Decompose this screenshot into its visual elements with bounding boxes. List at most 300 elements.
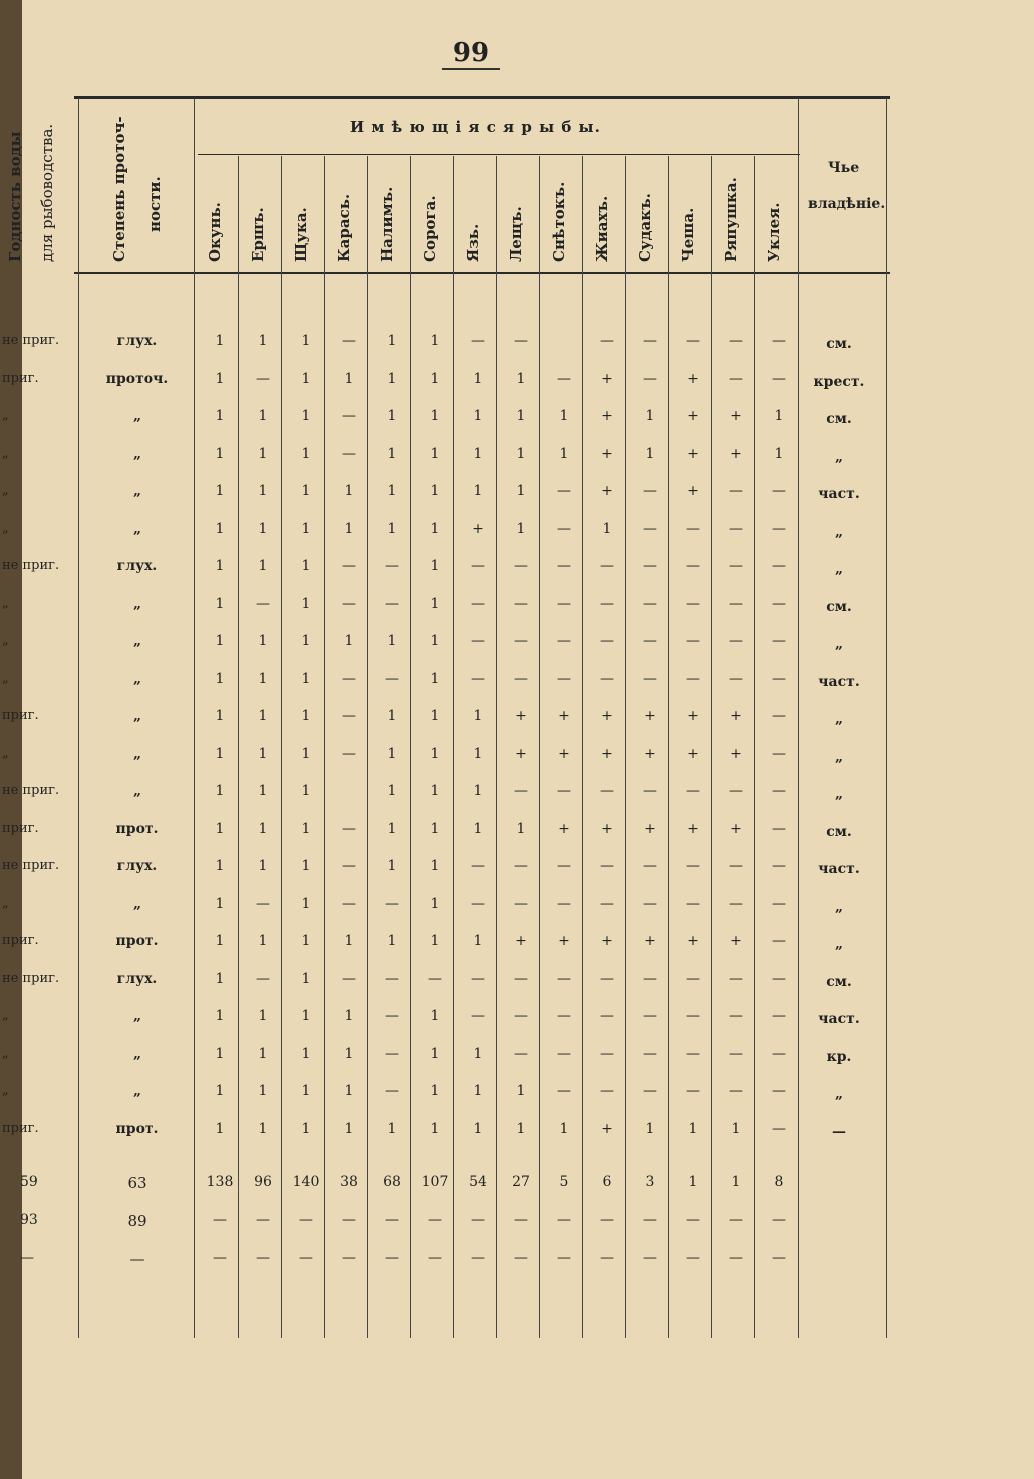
fish-cell: 1: [430, 1008, 440, 1024]
fish-cell: 1: [387, 520, 397, 537]
fish-cell: —: [256, 595, 270, 612]
total-fish-cell: 38: [340, 1174, 358, 1190]
fish-cell: 1: [301, 520, 311, 537]
fish-cell: —: [772, 595, 786, 612]
total-fish-cell: —: [729, 1212, 743, 1228]
fish-cell: +: [601, 445, 613, 462]
fish-cell: 1: [258, 745, 268, 762]
total-fish-cell: —: [256, 1212, 270, 1228]
fish-cell: —: [729, 1083, 743, 1099]
flow-cell: прот.: [115, 820, 159, 837]
fish-cell: —: [342, 445, 356, 462]
fish-cell: 1: [645, 445, 655, 462]
fish-cell: —: [514, 783, 528, 799]
total-fish-cell: —: [299, 1212, 313, 1228]
fish-cell: —: [557, 670, 571, 687]
total-fish-cell: 27: [512, 1174, 530, 1190]
total-fish-cell: —: [299, 1250, 313, 1266]
col-header-fish: Ершъ.: [249, 207, 267, 262]
fish-cell: —: [471, 670, 485, 687]
fish-cell: 1: [559, 408, 569, 424]
fish-cell: —: [686, 858, 700, 874]
fish-cell: —: [643, 858, 657, 874]
group-header-rule: [198, 154, 800, 155]
total-suitability-cell: —: [20, 1250, 34, 1266]
col-header-fish: Язь.: [464, 223, 482, 262]
fish-cell: 1: [301, 408, 311, 424]
suitability-cell: „: [2, 483, 9, 498]
fish-cell: —: [686, 970, 700, 987]
fish-cell: —: [342, 820, 356, 837]
fish-cell: —: [557, 783, 571, 799]
fish-cell: 1: [430, 670, 440, 687]
total-fish-cell: 107: [421, 1174, 449, 1190]
flow-cell: „: [132, 520, 142, 537]
fish-cell: 1: [258, 933, 268, 949]
fish-cell: 1: [215, 595, 225, 612]
fish-cell: 1: [430, 783, 440, 799]
fish-cell: —: [772, 333, 786, 349]
fish-cell: +: [687, 820, 699, 837]
fish-cell: 1: [473, 1045, 483, 1062]
fish-cell: —: [643, 1008, 657, 1024]
fish-cell: —: [729, 670, 743, 687]
group-header-fish: И м ѣ ю щ і я с я р ы б ы.: [350, 118, 601, 136]
total-fish-cell: —: [471, 1250, 485, 1266]
fish-cell: +: [730, 408, 742, 424]
fish-cell: +: [687, 933, 699, 949]
fish-cell: 1: [215, 520, 225, 537]
fish-cell: 1: [430, 820, 440, 837]
fish-cell: 1: [344, 1120, 354, 1137]
fish-cell: 1: [215, 783, 225, 799]
fish-cell: —: [600, 558, 614, 574]
page-number: 99: [452, 38, 490, 68]
fish-cell: —: [342, 708, 356, 724]
fish-cell: 1: [301, 858, 311, 874]
owner-cell: „: [834, 748, 844, 765]
fish-cell: 1: [258, 1045, 268, 1062]
owner-cell: —: [832, 1123, 846, 1140]
fish-cell: —: [600, 595, 614, 612]
fish-cell: 1: [301, 370, 311, 387]
col-header-fish: Снѣтокъ.: [550, 181, 568, 262]
col-header-fish: Окунь.: [206, 202, 224, 262]
column-rule: [194, 98, 195, 1338]
fish-cell: 1: [344, 1083, 354, 1099]
owner-cell: см.: [826, 598, 852, 615]
owner-cell: см.: [826, 823, 852, 840]
fish-cell: —: [643, 370, 657, 387]
total-flow-cell: 63: [127, 1174, 147, 1192]
fish-cell: —: [385, 1008, 399, 1024]
fish-cell: —: [686, 670, 700, 687]
flow-cell: проточ.: [105, 370, 169, 387]
owner-header-line2: владѣніе.: [808, 196, 886, 212]
fish-cell: —: [772, 670, 786, 687]
total-fish-cell: —: [514, 1212, 528, 1228]
fish-cell: 1: [430, 633, 440, 649]
suitability-cell: не приг.: [2, 333, 60, 348]
fish-cell: —: [772, 820, 786, 837]
fish-cell: 1: [387, 858, 397, 874]
total-fish-cell: 3: [645, 1174, 655, 1190]
total-fish-cell: —: [342, 1212, 356, 1228]
fish-cell: 1: [387, 370, 397, 387]
suitability-cell: не приг.: [2, 783, 60, 798]
owner-cell: см.: [826, 973, 852, 990]
fish-cell: +: [687, 708, 699, 724]
fish-cell: 1: [516, 820, 526, 837]
fish-cell: —: [643, 333, 657, 349]
fish-cell: 1: [387, 708, 397, 724]
fish-cell: —: [471, 558, 485, 574]
fish-cell: 1: [215, 633, 225, 649]
fish-cell: 1: [430, 933, 440, 949]
fish-cell: —: [729, 333, 743, 349]
fish-cell: —: [514, 595, 528, 612]
fish-cell: 1: [387, 820, 397, 837]
fish-cell: +: [730, 445, 742, 462]
fish-cell: —: [772, 1008, 786, 1024]
fish-cell: +: [730, 933, 742, 949]
fish-cell: 1: [473, 1120, 483, 1137]
col-header-suitability: Годность воды: [6, 131, 24, 262]
fish-cell: —: [772, 970, 786, 987]
total-fish-cell: —: [643, 1212, 657, 1228]
fish-cell: 1: [258, 520, 268, 537]
fish-cell: 1: [301, 1120, 311, 1137]
fish-cell: —: [557, 633, 571, 649]
fish-cell: 1: [258, 858, 268, 874]
fish-cell: —: [686, 333, 700, 349]
fish-cell: —: [643, 633, 657, 649]
suitability-cell: „: [2, 595, 9, 611]
flow-cell: глух.: [116, 858, 158, 874]
fish-cell: —: [342, 745, 356, 762]
total-fish-cell: 1: [688, 1174, 698, 1190]
column-rule: [886, 98, 887, 1338]
fish-cell: —: [772, 483, 786, 499]
col-header-flow-line2: ности.: [146, 176, 164, 232]
total-fish-cell: —: [686, 1250, 700, 1266]
fish-cell: —: [772, 558, 786, 574]
fish-cell: —: [385, 970, 399, 987]
fish-cell: 1: [473, 783, 483, 799]
fish-cell: —: [342, 558, 356, 574]
suitability-cell: „: [2, 895, 9, 911]
fish-cell: 1: [430, 708, 440, 724]
suitability-cell: не приг.: [2, 858, 60, 873]
fish-cell: —: [342, 408, 356, 424]
fish-cell: —: [557, 1008, 571, 1024]
fish-cell: +: [644, 745, 656, 762]
fish-cell: —: [514, 970, 528, 987]
total-fish-cell: —: [428, 1250, 442, 1266]
fish-cell: —: [557, 370, 571, 387]
fish-cell: —: [514, 333, 528, 349]
fish-cell: —: [643, 783, 657, 799]
fish-cell: 1: [387, 445, 397, 462]
fish-cell: 1: [387, 783, 397, 799]
flow-cell: глух.: [116, 333, 158, 349]
fish-cell: +: [558, 933, 570, 949]
fish-cell: —: [600, 670, 614, 687]
fish-cell: —: [643, 520, 657, 537]
fish-cell: —: [686, 1045, 700, 1062]
fish-cell: 1: [473, 745, 483, 762]
fish-cell: +: [472, 520, 484, 537]
owner-cell: „: [834, 898, 844, 915]
total-fish-cell: —: [557, 1212, 571, 1228]
fish-cell: +: [601, 933, 613, 949]
fish-cell: 1: [215, 708, 225, 724]
fish-cell: —: [729, 858, 743, 874]
fish-cell: 1: [430, 333, 440, 349]
col-header-fish: Уклея.: [765, 202, 783, 262]
owner-cell: „: [834, 448, 844, 465]
owner-cell: крест.: [813, 373, 865, 390]
fish-cell: 1: [215, 1008, 225, 1024]
fish-cell: 1: [473, 370, 483, 387]
total-fish-cell: —: [600, 1212, 614, 1228]
fish-cell: 1: [473, 933, 483, 949]
total-fish-cell: —: [772, 1250, 786, 1266]
flow-cell: „: [132, 895, 142, 912]
owner-header: Чье: [828, 160, 860, 176]
suitability-cell: не приг.: [2, 970, 60, 986]
fish-cell: —: [686, 895, 700, 912]
fish-cell: —: [772, 1045, 786, 1062]
fish-cell: 1: [430, 858, 440, 874]
fish-cell: 1: [215, 970, 225, 987]
fish-cell: 1: [430, 745, 440, 762]
fish-cell: —: [342, 670, 356, 687]
fish-cell: +: [558, 820, 570, 837]
fish-cell: —: [256, 970, 270, 987]
fish-cell: —: [772, 708, 786, 724]
owner-cell: част.: [818, 673, 860, 690]
fish-cell: —: [643, 1045, 657, 1062]
column-rule: [78, 98, 79, 1338]
fish-cell: —: [514, 670, 528, 687]
fish-cell: —: [600, 633, 614, 649]
fish-cell: 1: [258, 783, 268, 799]
total-fish-cell: —: [342, 1250, 356, 1266]
fish-cell: 1: [301, 1008, 311, 1024]
fish-cell: 1: [258, 408, 268, 424]
suitability-cell: приг.: [2, 933, 39, 948]
suitability-cell: „: [2, 745, 9, 761]
fish-cell: 1: [430, 520, 440, 537]
fish-cell: 1: [430, 1120, 440, 1137]
fish-cell: —: [600, 1083, 614, 1099]
fish-cell: +: [730, 820, 742, 837]
fish-cell: —: [643, 1083, 657, 1099]
fish-cell: —: [643, 483, 657, 499]
fish-cell: —: [643, 895, 657, 912]
fish-cell: 1: [645, 408, 655, 424]
fish-cell: +: [687, 745, 699, 762]
fish-cell: —: [514, 558, 528, 574]
fish-cell: 1: [215, 1045, 225, 1062]
owner-cell: „: [834, 636, 844, 652]
fish-cell: —: [514, 858, 528, 874]
total-flow-cell: 89: [127, 1212, 147, 1230]
fish-cell: +: [687, 483, 699, 499]
suitability-cell: приг.: [2, 1120, 39, 1136]
fish-cell: —: [600, 895, 614, 912]
total-fish-cell: 54: [469, 1174, 487, 1190]
total-flow-cell: —: [129, 1250, 145, 1268]
fish-cell: 1: [258, 1008, 268, 1024]
fish-cell: +: [687, 408, 699, 424]
fish-cell: 1: [215, 445, 225, 462]
fish-cell: 1: [430, 445, 440, 462]
suitability-cell: „: [2, 1008, 9, 1023]
fish-cell: +: [601, 820, 613, 837]
total-fish-cell: —: [729, 1250, 743, 1266]
fish-cell: 1: [258, 445, 268, 462]
fish-cell: 1: [473, 1083, 483, 1099]
flow-cell: „: [132, 408, 142, 424]
col-header-fish: Лещъ.: [507, 206, 525, 262]
flow-cell: „: [132, 445, 142, 462]
total-fish-cell: 5: [559, 1174, 569, 1190]
total-fish-cell: —: [256, 1250, 270, 1266]
total-suitability-cell: 59: [20, 1174, 38, 1190]
col-header-fish: Щука.: [292, 207, 310, 262]
fish-cell: —: [729, 970, 743, 987]
fish-cell: 1: [473, 408, 483, 424]
fish-cell: +: [644, 708, 656, 724]
fish-cell: —: [471, 970, 485, 987]
fish-cell: —: [385, 1083, 399, 1099]
fish-cell: —: [686, 595, 700, 612]
total-fish-cell: —: [428, 1212, 442, 1228]
total-fish-cell: 138: [206, 1174, 234, 1190]
fish-cell: 1: [301, 1083, 311, 1099]
fish-cell: —: [686, 1008, 700, 1024]
total-fish-cell: —: [557, 1250, 571, 1266]
fish-cell: —: [514, 1045, 528, 1062]
fish-cell: —: [729, 558, 743, 574]
fish-cell: 1: [301, 558, 311, 574]
fish-cell: 1: [215, 558, 225, 574]
suitability-cell: „: [2, 670, 9, 686]
fish-cell: —: [557, 895, 571, 912]
fish-cell: +: [515, 708, 527, 724]
fish-cell: +: [644, 820, 656, 837]
col-header-fish: Налимъ.: [378, 186, 396, 262]
fish-cell: —: [729, 370, 743, 387]
fish-cell: +: [601, 408, 613, 424]
fish-cell: —: [342, 333, 356, 349]
fish-cell: 1: [387, 933, 397, 949]
col-header-fish: Жиахъ.: [593, 195, 611, 262]
fish-cell: —: [557, 520, 571, 537]
fish-cell: —: [772, 633, 786, 649]
fish-cell: 1: [344, 633, 354, 649]
fish-cell: —: [514, 895, 528, 912]
fish-cell: +: [558, 708, 570, 724]
fish-cell: 1: [301, 708, 311, 724]
fish-cell: —: [772, 783, 786, 799]
fish-cell: 1: [301, 1045, 311, 1062]
suitability-cell: приг.: [2, 820, 39, 836]
fish-cell: 1: [516, 1120, 526, 1137]
fish-cell: 1: [258, 820, 268, 837]
fish-cell: +: [730, 745, 742, 762]
fish-cell: +: [558, 745, 570, 762]
col-header-fish: Сорога.: [421, 195, 439, 262]
fish-cell: 1: [516, 520, 526, 537]
fish-cell: 1: [258, 670, 268, 687]
fish-cell: +: [601, 370, 613, 387]
fish-cell: —: [600, 333, 614, 349]
suitability-cell: „: [2, 1083, 9, 1098]
suitability-cell: „: [2, 520, 9, 536]
fish-cell: 1: [301, 333, 311, 349]
table-top-rule: [74, 96, 890, 99]
flow-cell: „: [132, 1083, 142, 1099]
fish-cell: 1: [516, 1083, 526, 1099]
total-fish-cell: 140: [292, 1174, 320, 1190]
fish-cell: —: [514, 1008, 528, 1024]
fish-cell: +: [730, 708, 742, 724]
fish-cell: —: [772, 370, 786, 387]
total-fish-cell: —: [772, 1212, 786, 1228]
fish-cell: +: [515, 933, 527, 949]
fish-cell: 1: [731, 1120, 741, 1137]
fish-cell: 1: [430, 408, 440, 424]
flow-cell: глух.: [116, 970, 158, 987]
fish-cell: +: [644, 933, 656, 949]
fish-cell: —: [772, 520, 786, 537]
fish-cell: —: [557, 558, 571, 574]
fish-cell: 1: [215, 1083, 225, 1099]
fish-cell: 1: [430, 595, 440, 612]
owner-cell: „: [834, 523, 844, 540]
owner-cell: част.: [818, 861, 860, 877]
total-suitability-cell: 93: [20, 1212, 38, 1228]
flow-cell: „: [132, 595, 142, 612]
fish-cell: 1: [215, 1120, 225, 1137]
fish-cell: —: [729, 483, 743, 499]
fish-cell: —: [600, 970, 614, 987]
fish-cell: 1: [430, 370, 440, 387]
suitability-cell: приг.: [2, 370, 39, 386]
total-fish-cell: —: [514, 1250, 528, 1266]
fish-cell: 1: [473, 820, 483, 837]
fish-cell: —: [471, 1008, 485, 1024]
fish-cell: 1: [301, 670, 311, 687]
fish-cell: —: [514, 633, 528, 649]
fish-cell: 1: [344, 933, 354, 949]
fish-cell: 1: [473, 708, 483, 724]
fish-cell: —: [557, 483, 571, 499]
fish-cell: —: [686, 1083, 700, 1099]
fish-cell: 1: [215, 370, 225, 387]
col-header-fish: Судакъ.: [636, 193, 654, 262]
fish-cell: 1: [344, 370, 354, 387]
total-fish-cell: —: [213, 1212, 227, 1228]
fish-cell: —: [342, 970, 356, 987]
suitability-cell: „: [2, 633, 9, 648]
fish-cell: —: [729, 520, 743, 537]
fish-cell: 1: [774, 408, 784, 424]
fish-cell: —: [772, 1083, 786, 1099]
